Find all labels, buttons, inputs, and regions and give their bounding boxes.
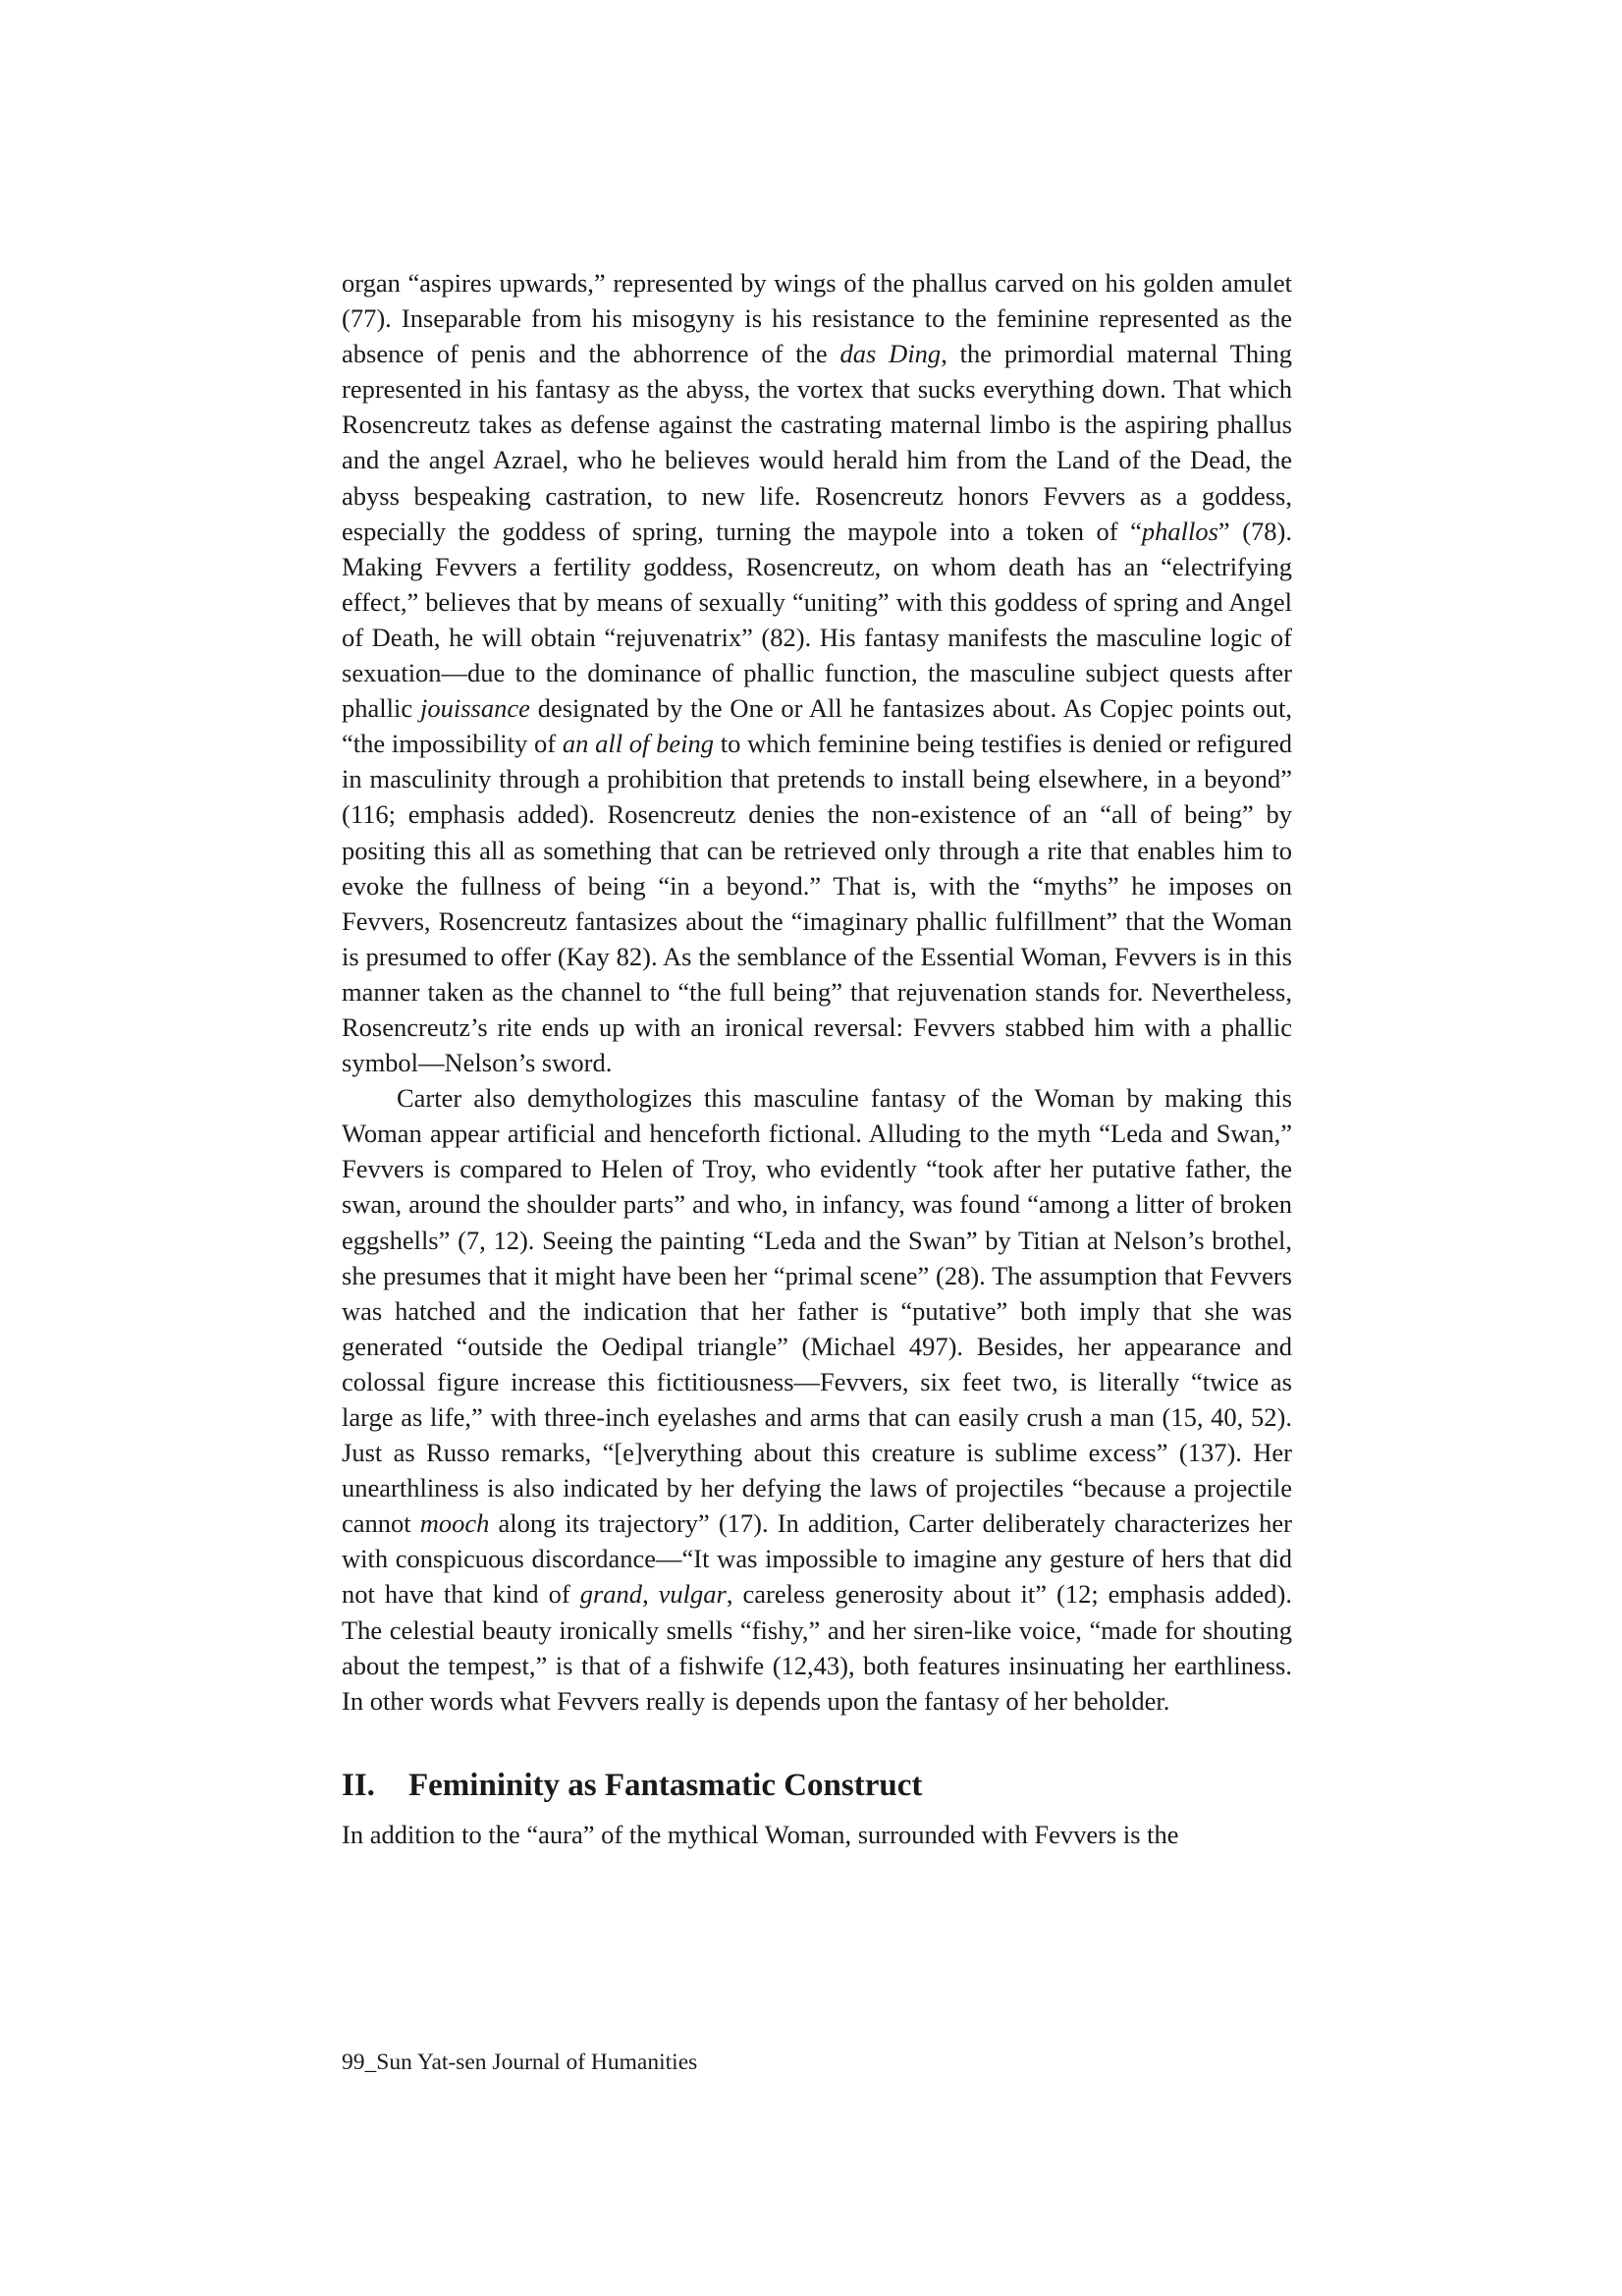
body-paragraph-3: In addition to the “aura” of the mythical Woman, surrounded with Fevvers is the — [342, 1819, 1179, 1849]
section-title: Femininity as Fantasmatic Construct — [408, 1767, 923, 1803]
page-body — [342, 265, 1292, 1852]
italic-phrase: vulgar — [658, 1579, 727, 1610]
body-paragraph-1: organ “aspires upwards,” represented by wings of the phallus carved on his golden amulet (77). Inseparable from his misogyny is his resistance to the feminine represented as the absence of penis and the abhorrence of the das Ding, the primordial maternal Thing represented in his fantasy as the abyss, the vortex that sucks everything down. That which Rosencreutz takes as defense against the castrating maternal limbo is the aspiring phallus and the angel Azrael, who he believes would herald him from the Land of the Dead, the abyss bespeaking castration, to new life. Rosencreutz honors Fevvers as a goddess, especially the goddess of spring, turning the maypole into a token of “phallos” (78). Making Fevvers a fertility goddess, Rosencreutz, on whom death has an “electrifying effect,” believes that by means of sexually “uniting” with this goddess of spring and Angel of Death, he will obtain “rejuvenatrix” (82). His fantasy manifests the masculine logic of sexuation—due to the dominance of phallic function, the masculine subject quests after phallic jouissance designated by the One or All he fantasizes about. As Copjec points out, “the impossibility of an all of being to which feminine being testifies is denied or refigured in masculinity through a prohibition that pretends to install being elsewhere, in a beyond” (116; emphasis added). Rosencreutz denies the non-existence of an “all of being” by positing this all as something that can be retrieved only through a rite that enables him to evoke the fullness of being “in a beyond.” That is, with the “myths” he imposes on Fevvers, Rosencreutz fantasizes about the “imaginary phallic fulfillment” that the Woman is presumed to offer (Kay 82). As the semblance of the Essential Woman, Fevvers is in this manner taken as the channel to “the full being” that rejuvenation stands for. Nevertheless, Rosencreutz’s rite ends up with an ironical reversal: Fevvers stabbed him with a phallic symbol—Nelson’s sword. — [342, 268, 1293, 1078]
page-footer: 99_Sun Yat-sen Journal of Humanities — [342, 2050, 698, 2075]
italic-phrase: mooch — [419, 1508, 490, 1539]
section-heading — [342, 1766, 1292, 1805]
italic-phrase: das Ding — [839, 339, 942, 369]
italic-phrase: phallos — [1141, 516, 1218, 546]
section-number: II. — [342, 1767, 375, 1803]
italic-phrase: an all of being — [562, 729, 715, 759]
italic-phrase: grand — [579, 1579, 643, 1610]
body-paragraph-2: Carter also demythologizes this masculine fantasy of the Woman by making this Woman appear artificial and henceforth fictional. Alluding to the myth “Leda and Swan,” Fevvers is compared to Helen of Troy, who evidently “took after her putative father, the swan, around the shoulder parts” and who, in infancy, was found “among a litter of broken eggshells” (7, 12). Seeing the painting “Leda and the Swan” by Titian at Nelson’s brothel, she presumes that it might have been her “primal scene” (28). The assumption that Fevvers was hatched and the indication that her father is “putative” both imply that she was generated “outside the Oedipal triangle” (Michael 497). Besides, her appearance and colossal figure increase this fictitiousness—Fevvers, six feet two, is literally “twice as large as life,” with three-inch eyelashes and arms that can easily crush a man (15, 40, 52). Just as Russo remarks, “[e]verything about this creature is sublime excess” (137). Her unearthliness is also indicated by her defying the laws of projectiles “because a projectile cannot mooch along its trajectory” (17). In addition, Carter deliberately characterizes her with conspicuous discordance—“It was impossible to imagine any gesture of hers that did not have that kind of grand, vulgar, careless generosity about it” (12; emphasis added). The celestial beauty ironically smells “fishy,” and her siren-like voice, “made for shouting about the tempest,” is that of a fishwife (12,43), both features insinuating her earthliness. In other words what Fevvers really is depends upon the fantasy of her beholder. — [342, 1083, 1293, 1716]
italic-phrase: jouissance — [419, 693, 530, 724]
